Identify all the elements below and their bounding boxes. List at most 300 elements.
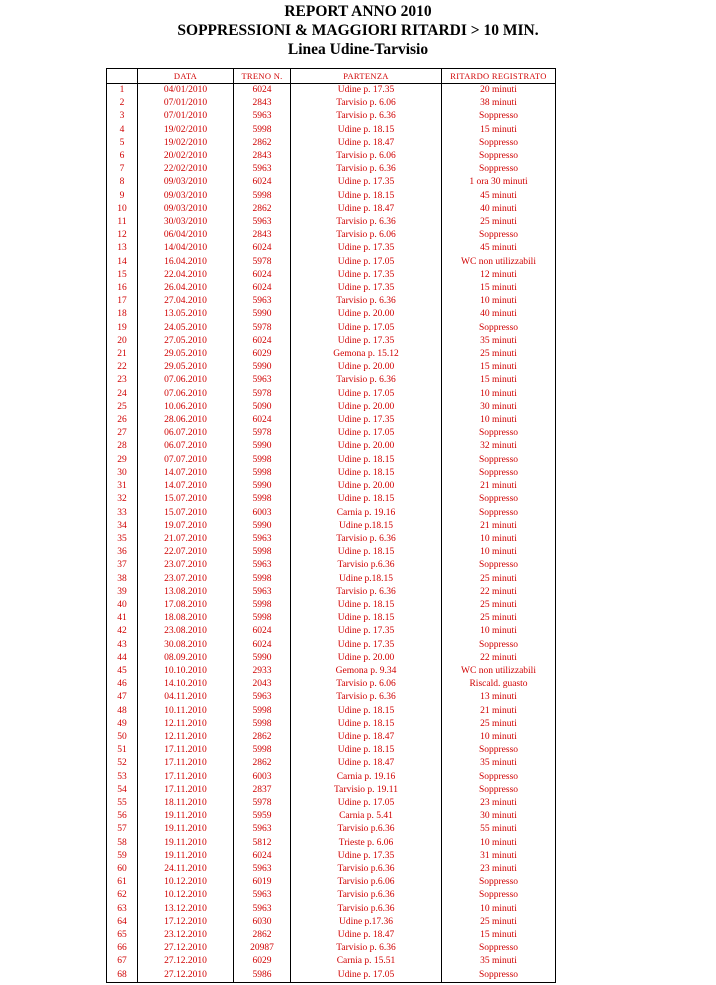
table-row [107, 163, 556, 176]
row-date: 17.11.2010 [138, 744, 234, 757]
row-index: 9 [107, 190, 138, 203]
table-row [107, 308, 556, 321]
row-date: 06/04/2010 [138, 229, 234, 242]
row-delay: 10 minuti [442, 731, 556, 744]
table-row [107, 361, 556, 374]
row-date: 29.05.2010 [138, 361, 234, 374]
row-train-number: 2862 [234, 137, 291, 150]
row-departure: Udine p. 18.15 [291, 612, 442, 625]
row-date: 08.09.2010 [138, 652, 234, 665]
row-departure: Udine p. 17.35 [291, 414, 442, 427]
row-train-number: 2843 [234, 150, 291, 163]
row-delay: Soppresso [442, 969, 556, 983]
row-train-number: 5963 [234, 823, 291, 836]
table-row [107, 559, 556, 572]
row-date: 30.08.2010 [138, 639, 234, 652]
row-departure: Udine p. 20.00 [291, 401, 442, 414]
row-delay: 15 minuti [442, 282, 556, 295]
row-delay: Soppresso [442, 150, 556, 163]
row-delay: 25 minuti [442, 348, 556, 361]
row-departure: Udine p. 17.05 [291, 427, 442, 440]
row-departure: Udine p. 18.15 [291, 744, 442, 757]
row-date: 21.07.2010 [138, 533, 234, 546]
row-date: 07/01/2010 [138, 110, 234, 123]
row-departure: Udine p. 18.15 [291, 467, 442, 480]
row-departure: Udine p. 18.15 [291, 718, 442, 731]
row-date: 06.07.2010 [138, 440, 234, 453]
row-date: 07/01/2010 [138, 97, 234, 110]
row-index: 28 [107, 440, 138, 453]
row-date: 23.08.2010 [138, 625, 234, 638]
row-departure: Udine p. 17.05 [291, 256, 442, 269]
row-delay: 32 minuti [442, 440, 556, 453]
row-index: 21 [107, 348, 138, 361]
row-index: 2 [107, 97, 138, 110]
row-index: 49 [107, 718, 138, 731]
row-delay: 22 minuti [442, 586, 556, 599]
row-departure: Udine p. 17.35 [291, 269, 442, 282]
row-train-number: 6024 [234, 625, 291, 638]
row-train-number: 5990 [234, 308, 291, 321]
row-train-number: 5963 [234, 586, 291, 599]
row-index: 34 [107, 520, 138, 533]
row-train-number: 5998 [234, 718, 291, 731]
row-index: 30 [107, 467, 138, 480]
row-departure: Udine p. 17.05 [291, 322, 442, 335]
row-departure: Tarvisio p. 6.06 [291, 229, 442, 242]
row-date: 17.08.2010 [138, 599, 234, 612]
row-departure: Udine p. 18.15 [291, 705, 442, 718]
row-date: 15.07.2010 [138, 507, 234, 520]
row-index: 64 [107, 916, 138, 929]
column-header-departure: PARTENZA [291, 69, 442, 84]
row-index: 4 [107, 124, 138, 137]
row-date: 07.07.2010 [138, 454, 234, 467]
table-row [107, 744, 556, 757]
row-train-number: 5990 [234, 440, 291, 453]
row-delay: Soppresso [442, 322, 556, 335]
row-departure: Trieste p. 6.06 [291, 837, 442, 850]
row-delay: Soppresso [442, 744, 556, 757]
row-date: 10.12.2010 [138, 889, 234, 902]
row-delay: Soppresso [442, 942, 556, 955]
row-delay: Soppresso [442, 784, 556, 797]
report-subtitle: SOPPRESSIONI & MAGGIORI RITARDI > 10 MIN. [177, 22, 539, 39]
row-train-number: 6030 [234, 916, 291, 929]
row-departure: Udine p. 17.05 [291, 388, 442, 401]
row-train-number: 5990 [234, 520, 291, 533]
row-delay: 25 minuti [442, 216, 556, 229]
row-index: 36 [107, 546, 138, 559]
row-departure: Udine p. 17.35 [291, 335, 442, 348]
row-date: 04/01/2010 [138, 84, 234, 98]
row-index: 62 [107, 889, 138, 902]
row-train-number: 2933 [234, 665, 291, 678]
row-delay: 10 minuti [442, 546, 556, 559]
row-delay: 21 minuti [442, 705, 556, 718]
row-date: 26.04.2010 [138, 282, 234, 295]
row-date: 10.12.2010 [138, 876, 234, 889]
row-departure: Udine p. 20.00 [291, 480, 442, 493]
row-date: 23.07.2010 [138, 573, 234, 586]
row-index: 42 [107, 625, 138, 638]
row-date: 07.06.2010 [138, 374, 234, 387]
row-delay: Soppresso [442, 771, 556, 784]
row-date: 12.11.2010 [138, 731, 234, 744]
row-date: 18.11.2010 [138, 797, 234, 810]
row-date: 27.12.2010 [138, 955, 234, 968]
row-delay: 10 minuti [442, 903, 556, 916]
row-delay: Soppresso [442, 137, 556, 150]
row-train-number: 2043 [234, 678, 291, 691]
row-index: 20 [107, 335, 138, 348]
row-train-number: 5978 [234, 322, 291, 335]
row-date: 24.11.2010 [138, 863, 234, 876]
row-delay: 15 minuti [442, 361, 556, 374]
row-train-number: 2862 [234, 757, 291, 770]
row-index: 54 [107, 784, 138, 797]
row-index: 25 [107, 401, 138, 414]
row-departure: Tarvisio p.6.36 [291, 823, 442, 836]
table-row [107, 850, 556, 863]
table-row [107, 203, 556, 216]
row-index: 52 [107, 757, 138, 770]
row-train-number: 5998 [234, 612, 291, 625]
row-train-number: 5963 [234, 110, 291, 123]
table-row [107, 507, 556, 520]
row-train-number: 5986 [234, 969, 291, 983]
row-date: 19/02/2010 [138, 124, 234, 137]
row-departure: Tarvisio p.6.36 [291, 863, 442, 876]
table-row [107, 625, 556, 638]
row-date: 23.12.2010 [138, 929, 234, 942]
row-delay: Soppresso [442, 229, 556, 242]
row-departure: Tarvisio p. 6.36 [291, 110, 442, 123]
row-departure: Udine p. 17.35 [291, 242, 442, 255]
row-train-number: 5963 [234, 374, 291, 387]
row-departure: Udine p. 18.15 [291, 454, 442, 467]
table-row [107, 889, 556, 902]
row-date: 29.05.2010 [138, 348, 234, 361]
table-row [107, 599, 556, 612]
row-delay: Soppresso [442, 467, 556, 480]
table-row [107, 784, 556, 797]
row-date: 17.11.2010 [138, 757, 234, 770]
table-row [107, 374, 556, 387]
table-row [107, 718, 556, 731]
row-date: 09/03/2010 [138, 203, 234, 216]
row-delay: 10 minuti [442, 837, 556, 850]
row-date: 17.12.2010 [138, 916, 234, 929]
row-train-number: 2862 [234, 929, 291, 942]
row-index: 31 [107, 480, 138, 493]
row-delay: 25 minuti [442, 718, 556, 731]
row-index: 50 [107, 731, 138, 744]
row-index: 41 [107, 612, 138, 625]
row-delay: Soppresso [442, 427, 556, 440]
row-delay: 10 minuti [442, 295, 556, 308]
row-departure: Tarvisio p. 6.36 [291, 942, 442, 955]
row-departure: Tarvisio p. 6.06 [291, 678, 442, 691]
header-row [107, 69, 556, 84]
row-train-number: 5963 [234, 889, 291, 902]
row-departure: Udine p. 17.35 [291, 282, 442, 295]
row-departure: Tarvisio p. 6.36 [291, 533, 442, 546]
row-train-number: 5990 [234, 361, 291, 374]
row-index: 39 [107, 586, 138, 599]
table-row [107, 110, 556, 123]
row-date: 22/02/2010 [138, 163, 234, 176]
row-departure: Udine p. 17.05 [291, 969, 442, 983]
row-delay: 15 minuti [442, 929, 556, 942]
row-date: 20/02/2010 [138, 150, 234, 163]
row-date: 19.11.2010 [138, 810, 234, 823]
row-train-number: 2843 [234, 229, 291, 242]
table-row [107, 216, 556, 229]
table-row [107, 678, 556, 691]
row-train-number: 6024 [234, 639, 291, 652]
row-date: 19/02/2010 [138, 137, 234, 150]
row-date: 19.07.2010 [138, 520, 234, 533]
row-index: 8 [107, 176, 138, 189]
row-delay: 23 minuti [442, 797, 556, 810]
row-date: 13.12.2010 [138, 903, 234, 916]
row-index: 67 [107, 955, 138, 968]
row-date: 27.04.2010 [138, 295, 234, 308]
row-train-number: 6024 [234, 84, 291, 98]
row-departure: Udine p. 20.00 [291, 308, 442, 321]
row-index: 18 [107, 308, 138, 321]
row-index: 29 [107, 454, 138, 467]
row-date: 09/03/2010 [138, 190, 234, 203]
row-departure: Gemona p. 15.12 [291, 348, 442, 361]
report-table [106, 68, 556, 983]
row-date: 27.12.2010 [138, 969, 234, 983]
row-departure: Tarvisio p. 6.36 [291, 374, 442, 387]
row-index: 19 [107, 322, 138, 335]
row-departure: Carnia p. 5.41 [291, 810, 442, 823]
table-row [107, 401, 556, 414]
table-body [107, 84, 556, 983]
table-row [107, 876, 556, 889]
row-date: 15.07.2010 [138, 493, 234, 506]
row-departure: Carnia p. 19.16 [291, 771, 442, 784]
row-index: 13 [107, 242, 138, 255]
row-date: 09/03/2010 [138, 176, 234, 189]
table-row [107, 229, 556, 242]
row-index: 46 [107, 678, 138, 691]
row-date: 19.11.2010 [138, 823, 234, 836]
row-index: 58 [107, 837, 138, 850]
row-departure: Tarvisio p.6.06 [291, 876, 442, 889]
row-train-number: 5998 [234, 546, 291, 559]
row-departure: Tarvisio p.6.36 [291, 559, 442, 572]
row-delay: 25 minuti [442, 612, 556, 625]
table-row [107, 335, 556, 348]
row-train-number: 6003 [234, 507, 291, 520]
table-row [107, 348, 556, 361]
row-departure: Gemona p. 9.34 [291, 665, 442, 678]
row-index: 66 [107, 942, 138, 955]
row-departure: Tarvisio p. 6.06 [291, 150, 442, 163]
row-delay: Soppresso [442, 876, 556, 889]
row-delay: 31 minuti [442, 850, 556, 863]
row-train-number: 5998 [234, 493, 291, 506]
row-train-number: 5978 [234, 797, 291, 810]
row-train-number: 5959 [234, 810, 291, 823]
row-date: 28.06.2010 [138, 414, 234, 427]
row-date: 10.11.2010 [138, 705, 234, 718]
row-delay: Soppresso [442, 889, 556, 902]
row-departure: Udine p. 17.35 [291, 84, 442, 98]
table-row [107, 797, 556, 810]
row-train-number: 2843 [234, 97, 291, 110]
row-train-number: 5963 [234, 559, 291, 572]
row-index: 11 [107, 216, 138, 229]
table-row [107, 124, 556, 137]
row-delay: Soppresso [442, 639, 556, 652]
row-train-number: 6024 [234, 282, 291, 295]
row-delay: 25 minuti [442, 573, 556, 586]
row-train-number: 5963 [234, 216, 291, 229]
report-header [0, 2, 716, 59]
row-train-number: 5998 [234, 705, 291, 718]
row-date: 10.10.2010 [138, 665, 234, 678]
row-train-number: 5990 [234, 652, 291, 665]
row-train-number: 2862 [234, 731, 291, 744]
row-departure: Carnia p. 15.51 [291, 955, 442, 968]
row-date: 04.11.2010 [138, 691, 234, 704]
table-row [107, 612, 556, 625]
row-delay: 23 minuti [442, 863, 556, 876]
row-train-number: 5998 [234, 467, 291, 480]
row-date: 10.06.2010 [138, 401, 234, 414]
table-row [107, 137, 556, 150]
row-delay: 35 minuti [442, 757, 556, 770]
row-departure: Tarvisio p. 19.11 [291, 784, 442, 797]
row-departure: Tarvisio p. 6.36 [291, 691, 442, 704]
row-departure: Tarvisio p. 6.36 [291, 163, 442, 176]
row-index: 10 [107, 203, 138, 216]
row-index: 23 [107, 374, 138, 387]
table-row [107, 467, 556, 480]
row-departure: Udine p. 18.15 [291, 546, 442, 559]
table-row [107, 757, 556, 770]
row-index: 68 [107, 969, 138, 983]
table-row [107, 823, 556, 836]
row-delay: 25 minuti [442, 916, 556, 929]
table-row [107, 97, 556, 110]
row-date: 06.07.2010 [138, 427, 234, 440]
row-date: 18.08.2010 [138, 612, 234, 625]
row-index: 32 [107, 493, 138, 506]
row-train-number: 5998 [234, 744, 291, 757]
row-index: 56 [107, 810, 138, 823]
row-index: 35 [107, 533, 138, 546]
table-row [107, 863, 556, 876]
row-delay: 25 minuti [442, 599, 556, 612]
row-date: 22.07.2010 [138, 546, 234, 559]
row-index: 7 [107, 163, 138, 176]
row-train-number: 6024 [234, 242, 291, 255]
row-index: 16 [107, 282, 138, 295]
row-index: 59 [107, 850, 138, 863]
row-date: 19.11.2010 [138, 837, 234, 850]
table-row [107, 295, 556, 308]
row-departure: Udine p. 20.00 [291, 652, 442, 665]
table-row [107, 84, 556, 98]
row-delay: 40 minuti [442, 203, 556, 216]
row-index: 33 [107, 507, 138, 520]
row-date: 14.07.2010 [138, 467, 234, 480]
row-delay: Soppresso [442, 493, 556, 506]
row-index: 5 [107, 137, 138, 150]
row-date: 17.11.2010 [138, 771, 234, 784]
table-row [107, 190, 556, 203]
row-delay: Soppresso [442, 163, 556, 176]
row-index: 37 [107, 559, 138, 572]
row-train-number: 5963 [234, 295, 291, 308]
row-delay: 21 minuti [442, 520, 556, 533]
table-row [107, 480, 556, 493]
row-train-number: 2837 [234, 784, 291, 797]
row-delay: 15 minuti [442, 124, 556, 137]
row-departure: Tarvisio p.6.36 [291, 903, 442, 916]
table-row [107, 533, 556, 546]
row-train-number: 5998 [234, 599, 291, 612]
table-row [107, 955, 556, 968]
table-row [107, 269, 556, 282]
row-departure: Tarvisio p.6.36 [291, 889, 442, 902]
row-delay: 35 minuti [442, 335, 556, 348]
table-row [107, 969, 556, 983]
table-row [107, 903, 556, 916]
row-index: 27 [107, 427, 138, 440]
report-line-name: Linea Udine-Tarvisio [287, 41, 429, 58]
row-train-number: 6024 [234, 850, 291, 863]
table-row [107, 414, 556, 427]
row-index: 55 [107, 797, 138, 810]
table-row [107, 520, 556, 533]
row-index: 53 [107, 771, 138, 784]
table-row [107, 705, 556, 718]
table-header [107, 69, 556, 84]
row-delay: 22 minuti [442, 652, 556, 665]
column-header-index [107, 69, 138, 84]
table-row [107, 454, 556, 467]
column-header-date: DATA [138, 69, 234, 84]
row-departure: Udine p. 18.47 [291, 137, 442, 150]
row-departure: Carnia p. 19.16 [291, 507, 442, 520]
row-train-number: 5812 [234, 837, 291, 850]
row-index: 22 [107, 361, 138, 374]
row-index: 51 [107, 744, 138, 757]
row-train-number: 6029 [234, 955, 291, 968]
row-departure: Udine p. 17.35 [291, 176, 442, 189]
row-departure: Udine p. 18.47 [291, 757, 442, 770]
table-row [107, 493, 556, 506]
row-train-number: 6029 [234, 348, 291, 361]
row-index: 38 [107, 573, 138, 586]
row-departure: Udine p.18.15 [291, 520, 442, 533]
row-index: 17 [107, 295, 138, 308]
table-row [107, 388, 556, 401]
row-date: 14.10.2010 [138, 678, 234, 691]
row-delay: 45 minuti [442, 190, 556, 203]
table-row [107, 652, 556, 665]
row-departure: Tarvisio p. 6.36 [291, 295, 442, 308]
column-header-delay: RITARDO REGISTRATO [442, 69, 556, 84]
